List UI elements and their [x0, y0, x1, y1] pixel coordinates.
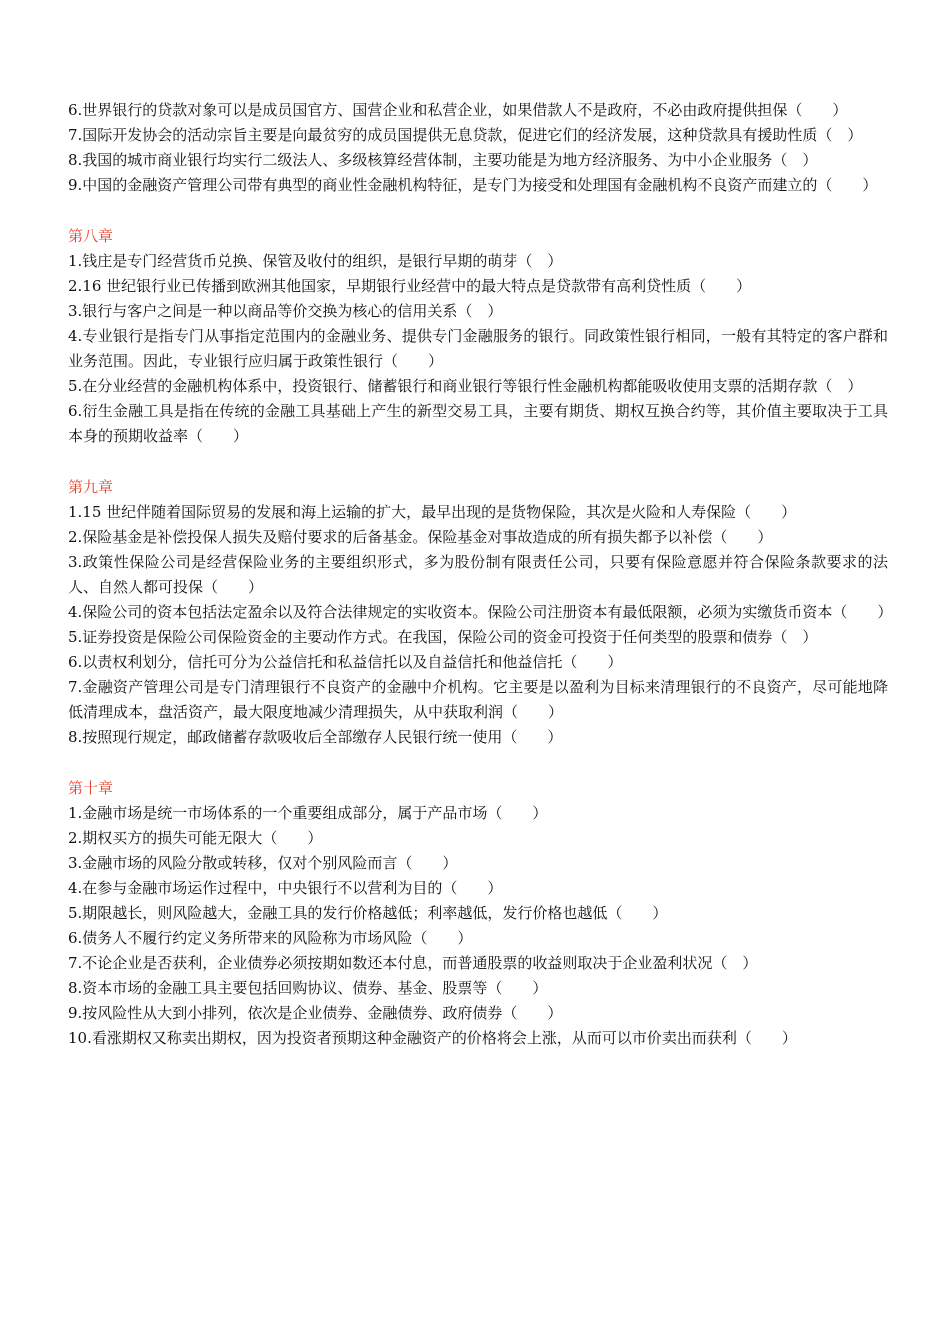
question-item: 8.按照现行规定，邮政储蓄存款吸收后全部缴存人民银行统一使用（ ）: [68, 728, 563, 746]
question-item: 4.专业银行是指专门从事指定范围内的金融业务、提供专门金融服务的银行。同政策性银行相同，一般有其特定的客户群和业务范围。因此，专业银行应归属于政策性银行（ ）: [68, 327, 888, 370]
question-item: 9.中国的金融资产管理公司带有典型的商业性金融机构特征，是专门为接受和处理国有金融机构不良资产而建立的（ ）: [68, 176, 878, 194]
question-item: 6.以责权利划分，信托可分为公益信托和私益信托以及自益信托和他益信托（ ）: [68, 653, 623, 671]
section-continued: [68, 98, 888, 198]
question-item: 8.我国的城市商业银行均实行二级法人、多级核算经营体制，主要功能是为地方经济服务、为中小企业服务（ ）: [68, 151, 818, 169]
chapter-heading: 第十章: [68, 779, 114, 797]
section-chapter-9: [68, 475, 893, 750]
question-item: 1.15 世纪伴随着国际贸易的发展和海上运输的扩大，最早出现的是货物保险，其次是火险和人寿保险（ ）: [68, 503, 797, 521]
question-item: 10.看涨期权又称卖出期权，因为投资者预期这种金融资产的价格将会上涨，从而可以市价卖出而获利（ ）: [68, 1029, 797, 1047]
question-item: 1.金融市场是统一市场体系的一个重要组成部分，属于产品市场（ ）: [68, 804, 548, 822]
chapter-heading: 第八章: [68, 227, 114, 245]
section-chapter-8: [68, 224, 888, 449]
question-item: 6.世界银行的贷款对象可以是成员国官方、国营企业和私营企业，如果借款人不是政府，不必由政府提供担保（ ）: [68, 101, 848, 119]
question-item: 5.在分业经营的金融机构体系中，投资银行、储蓄银行和商业银行等银行性金融机构都能吸收使用支票的活期存款（ ）: [68, 377, 863, 395]
question-item: 8.资本市场的金融工具主要包括回购协议、债券、基金、股票等（ ）: [68, 979, 548, 997]
question-item: 9.按风险性从大到小排列，依次是企业债券、金融债券、政府债券（ ）: [68, 1004, 563, 1022]
question-item: 1.钱庄是专门经营货币兑换、保管及收付的组织，是银行早期的萌芽（ ）: [68, 252, 563, 270]
question-item: 5.证券投资是保险公司保险资金的主要动作方式。在我国，保险公司的资金可投资于任何类型的股票和债券（ ）: [68, 628, 818, 646]
question-item: 3.政策性保险公司是经营保险业务的主要组织形式，多为股份制有限责任公司，只要有保险意愿并符合保险条款要求的法人、自然人都可投保（ ）: [68, 553, 888, 596]
question-item: 2.期权买方的损失可能无限大（ ）: [68, 829, 323, 847]
section-chapter-10: [68, 776, 888, 1051]
question-item: 2.16 世纪银行业已传播到欧洲其他国家，早期银行业经营中的最大特点是贷款带有高利贷性质（ ）: [68, 277, 752, 295]
question-item: 3.银行与客户之间是一种以商品等价交换为核心的信用关系（ ）: [68, 302, 503, 320]
question-item: 7.金融资产管理公司是专门清理银行不良资产的金融中介机构。它主要是以盈利为目标来清理银行的不良资产，尽可能地降低清理成本，盘活资产，最大限度地减少清理损失，从中获取利润（ ）: [68, 678, 888, 721]
chapter-heading: 第九章: [68, 478, 114, 496]
question-item: 4.保险公司的资本包括法定盈余以及符合法律规定的实收资本。保险公司注册资本有最低限额，必须为实缴货币资本（ ）: [68, 603, 893, 621]
question-item: 7.国际开发协会的活动宗旨主要是向最贫穷的成员国提供无息贷款，促进它们的经济发展，这种贷款具有援助性质（ ）: [68, 126, 863, 144]
question-item: 3.金融市场的风险分散或转移，仅对个别风险而言（ ）: [68, 854, 458, 872]
question-item: 4.在参与金融市场运作过程中，中央银行不以营利为目的（ ）: [68, 879, 503, 897]
question-item: 5.期限越长，则风险越大，金融工具的发行价格越低；利率越低，发行价格也越低（ ）: [68, 904, 668, 922]
question-item: 6.衍生金融工具是指在传统的金融工具基础上产生的新型交易工具，主要有期货、期权互换合约等，其价值主要取决于工具本身的预期收益率（ ）: [68, 402, 888, 445]
question-item: 6.债务人不履行约定义务所带来的风险称为市场风险（ ）: [68, 929, 473, 947]
question-item: 2.保险基金是补偿投保人损失及赔付要求的后备基金。保险基金对事故造成的所有损失都予以补偿（ ）: [68, 528, 773, 546]
question-item: 7.不论企业是否获利，企业债券必须按期如数还本付息，而普通股票的收益则取决于企业盈利状况（ ）: [68, 954, 758, 972]
document-page: [68, 98, 893, 1051]
